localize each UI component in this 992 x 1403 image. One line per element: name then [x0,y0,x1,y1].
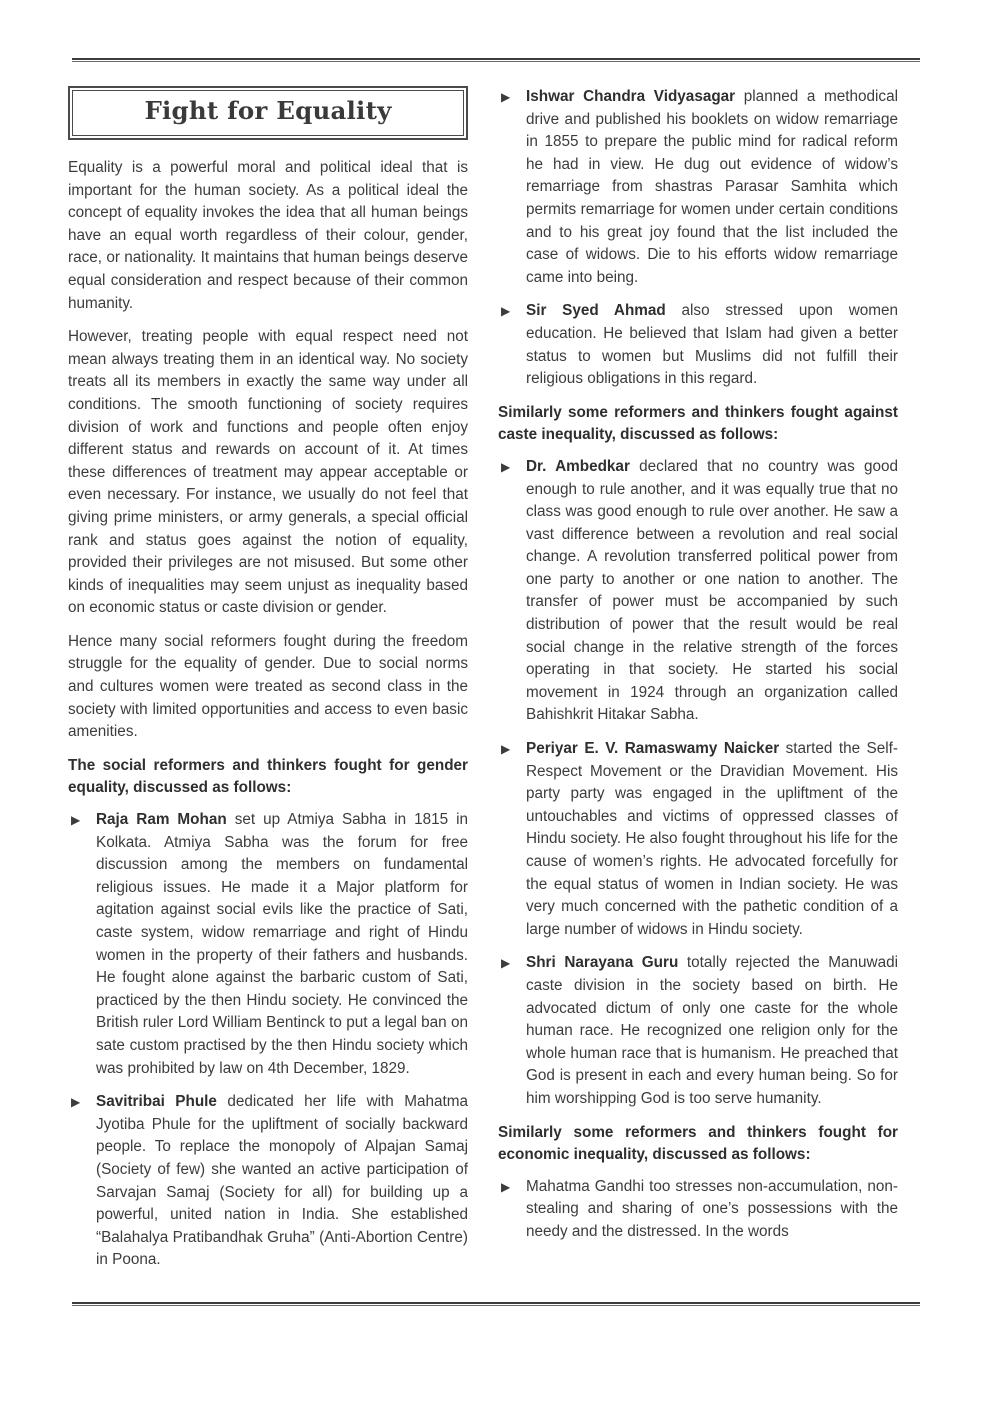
list-item-body: totally rejected the Manuwadi caste division in the society based on birth. He advocated dictum of only one caste for the whole human race. He recognized one religion only for the whole human race that is humanism. He preached that God is present in each and every human being. So for him worshipping God is too serve humanity. [526,954,899,1107]
chapter-title-box [68,86,468,140]
list-item-lead: Savitribai Phule [96,1093,217,1111]
list-item [498,300,898,390]
header-rule [72,58,920,64]
triangle-bullet-icon: ▶ [501,742,511,757]
list-item-lead: Sir Syed Ahmad [526,302,666,320]
paragraph: Equality is a powerful moral and political ideal that is important for the human society. As a political ideal the concept of equality invokes the idea that all human beings have an equal worth regardless of their colour, gender, race, or nationality. It maintains that human beings deserve equal consideration and respect because of their common humanity. [68,159,468,312]
list-item-body: dedicated her life with Mahatma Jyotiba Phule for the upliftment of socially backward people. To replace the monopoly of Alpajan Samaj (Society of few) she wanted an active participation of Sarvajan Samaj (Society for all) for building up a powerful, united nation in India. She established “Balahalya Pratibandhak Gruha” (Anti-Abortion Centre) in Poona. [96,1093,468,1269]
chapter-title-inner-border [72,90,464,136]
list-item [498,952,898,1110]
page-title: Fight for Equality [144,96,392,125]
list-item-lead: Periyar E. V. Ramaswamy Naicker [526,740,780,758]
list-item [498,738,898,941]
bullet-list-gender-continued [498,86,898,391]
list-item-lead: Shri Narayana Guru [526,954,679,972]
list-item [68,809,468,1080]
list-item [498,1176,898,1244]
left-column [68,86,468,1286]
bullet-list-caste [498,456,898,1111]
right-column [498,86,898,1286]
footer-rule [72,1302,920,1308]
bullet-list-gender [68,809,468,1272]
paragraph: Hence many social reformers fought during the freedom struggle for the equality of gender. Due to social norms and cultures women were treated as second class in the society with limited opportunities and access to even basic amenities. [68,632,468,741]
list-item-lead: Raja Ram Mohan [96,811,227,829]
list-item [498,86,898,289]
two-column-content [68,86,924,1286]
list-item-body: also stressed upon women education. He believed that Islam had given a better status to women but Muslims did not fulfill their religious obligations in this regard. [526,302,899,388]
triangle-bullet-icon: ▶ [71,1095,81,1110]
section-subheading-economic: Similarly some reformers and thinkers fought for economic inequality, discussed as follows: [498,1123,898,1164]
triangle-bullet-icon: ▶ [501,304,511,319]
paragraph: However, treating people with equal respect need not mean always treating them in an identical way. No society treats all its members in exactly the same way under all conditions. The smooth functioning of society requires division of work and functions and people often enjoy different status and rewards on account of it. At times these differences of treatment may appear acceptable or even necessary. For instance, we usually do not feel that giving prime ministers, or army generals, a special official rank and status goes against the notion of equality, provided their privileges are not misused. But some other kinds of inequalities may seem unjust as inequality based on economic status or caste division or gender. [68,328,468,617]
triangle-bullet-icon: ▶ [501,956,511,971]
list-item-body: set up Atmiya Sabha in 1815 in Kolkata. Atmiya Sabha was the forum for free discussion among the members on fundamental religious issues. He made it a Major platform for agitation against social evils like the practice of Sati, caste system, widow remarriage and right of Hindu women in the property of their fathers and husbands. He fought alone against the barbaric custom of Sati, practiced by the then Hindu society. He convinced the British ruler Lord William Bentinck to put a legal ban on sate custom practised by the then Hindu society which was prohibited by law on 4th December, 1829. [96,811,468,1077]
section-subheading-gender: The social reformers and thinkers fought for gender equality, discussed as follows: [68,756,468,797]
list-item [498,456,898,727]
section-subheading-caste: Similarly some reformers and thinkers fought against caste inequality, discussed as follows: [498,403,898,444]
triangle-bullet-icon: ▶ [501,90,511,104]
list-item-body: declared that no country was good enough to rule another, and it was equally true that no class was good enough to rule over another. He saw a vast difference between a revolution and real social change. A revolution transferred political power from one party to another or one nation to another. The transfer of power must be accompanied by such distribution of power that the result would be real social change in the relative strength of the forces operating in that society. He started his social movement in 1924 through an organization called Bahishkrit Hitakar Sabha. [526,457,898,724]
list-item-body: planned a methodical drive and published his booklets on widow remarriage in 1855 to prepare the public mind for radical reform he had in view. He dug out evidence of widow’s remarriage from shastras Parasar Samhita which permits remarriage for women under certain conditions and to his great joy found that the list included the case of widows. Die to his efforts widow remarriage came into being. [526,88,898,286]
bullet-list-economic [498,1176,898,1244]
list-item-lead: Ishwar Chandra Vidyasagar [526,88,736,105]
triangle-bullet-icon: ▶ [71,813,81,828]
triangle-bullet-icon: ▶ [501,459,511,474]
triangle-bullet-icon: ▶ [501,1179,511,1194]
list-item-body: Mahatma Gandhi too stresses non-accumulation, non-stealing and sharing of one’s possessions with the needy and the distressed. In the words [526,1177,898,1240]
list-item-body: started the Self-Respect Movement or the Dravidian Movement. His party party was engaged in the upliftment of the untouchables and victims of oppressed classes of Hindu society. He also fought throughout his life for the cause of women’s rights. He advocated forcefully for the equal status of women in Indian society. He was very much concerned with the pathetic condition of a large number of widows in Hindu society. [526,740,898,938]
list-item-lead: Dr. Ambedkar [526,457,630,475]
list-item [68,1091,468,1272]
